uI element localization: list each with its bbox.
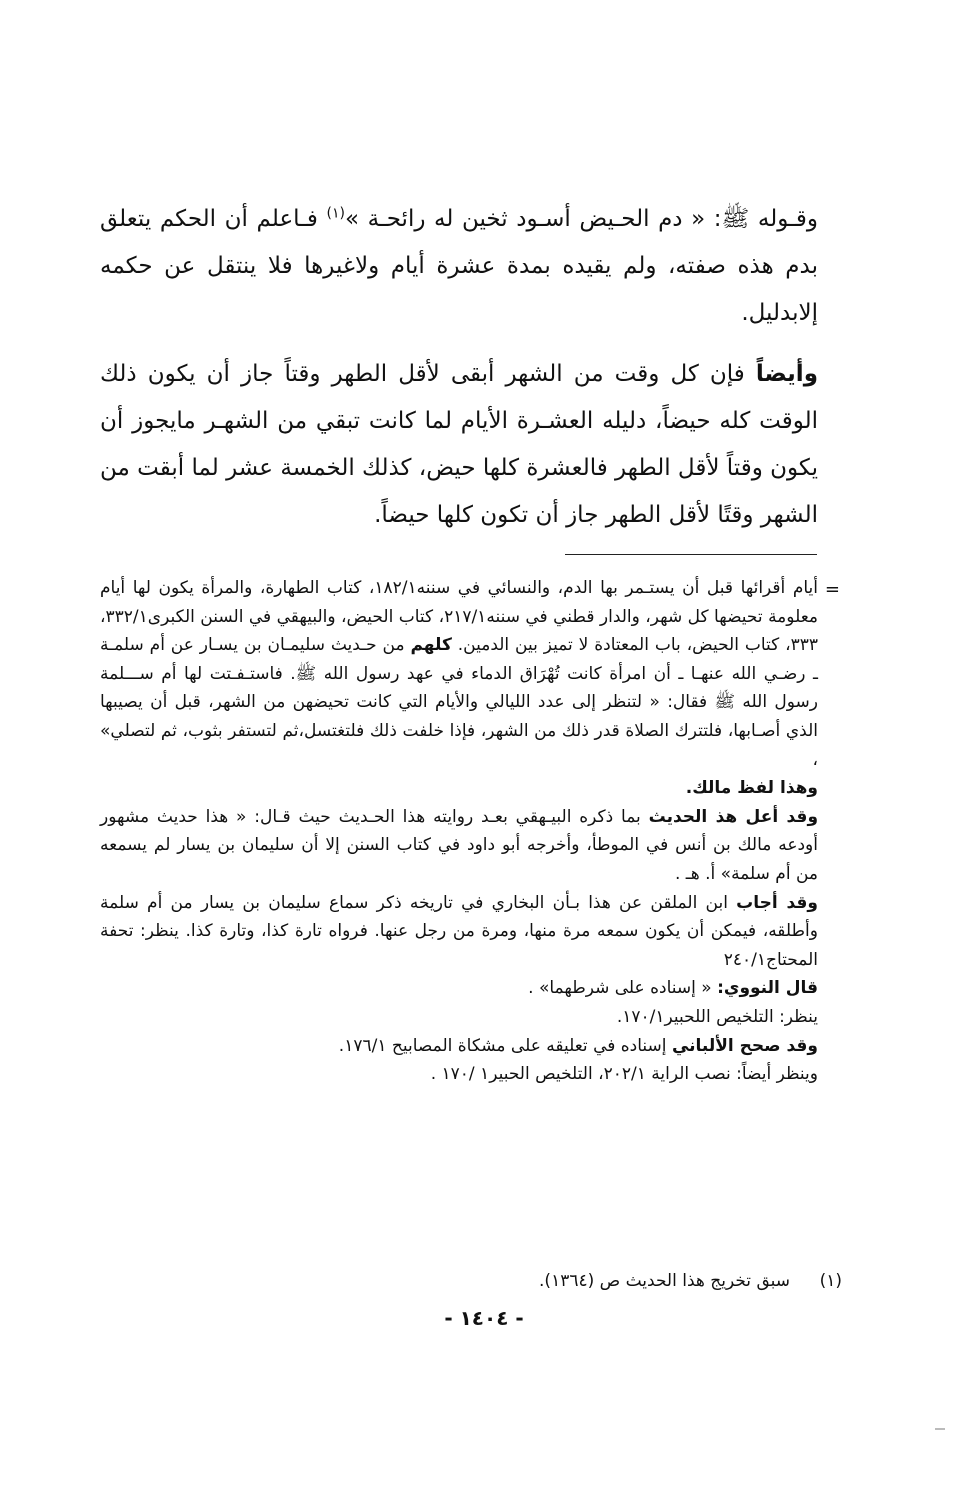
footnote-sources: أيام أقرائها قبل أن يستـمر بها الدم، والنسائي في سننه١٨٢/١، كتاب الطهارة، والمرأة يكون لها أيام معلومة تحيضها كل شهر، والدار قطني في سننه٢١٧/١، كتاب الحيض، والبيهقي في السنن الكبرى٣٣٢/١، ٣٣٣، كتاب الحيض، باب المعتادة لا تميز بين الدمين. (100, 578, 819, 656)
footnote-malik: وهذا لفظ مالك. (685, 778, 818, 799)
paragraph-2-lead: وأيضاً (755, 361, 818, 387)
main-text (100, 196, 818, 553)
footnote-ajab-lead: وقد أجاب (736, 892, 818, 913)
footnote-illa-text: بما ذكره البيـهقي بعـد روايته هذا الحـديث حيث قـال: « هذا حديث مشهور أودعه مالك بن أنس في الموطأ، وأخرجه أبو داود في كتاب السنن إلا أن سليمان بن يسار لم يسمعه من أم سلمة» أ. هـ . (100, 806, 818, 884)
footnote-nawawi (100, 974, 818, 1003)
footnote-ref[interactable]: (١) (326, 205, 345, 222)
footnote-1-number: (١) (819, 1271, 842, 1291)
footnotes (100, 574, 818, 1089)
footnote-albani (100, 1032, 818, 1061)
footnote-1-body: سبق تخريج هذا الحديث ص (١٣٦٤). (539, 1271, 790, 1291)
footnote-1-text (539, 1268, 818, 1294)
footnote-see-also: وينظر أيضاً: نصب الراية ٢٠٢/١، التلخيص الحبير١ /١٧٠ . (430, 1064, 818, 1085)
paragraph-1 (100, 196, 818, 337)
footnote-illa-lead: وقد أعل هذ الحديث (648, 806, 819, 827)
footnote-nawawi-lead: قال النووي: (717, 978, 818, 999)
footnote-divider (565, 554, 817, 555)
footnote-albani-text: إسناده في تعليقه على مشكاة المصابيح ١٧٦/١. (338, 1035, 672, 1056)
footnote-para-1 (100, 574, 818, 774)
footnote-ajab-text: ابن الملقن عن هذا بـأن البخاري في تاريخه ذكر سماع سليمان بن يسار من أم سلمة وأطلقه، فيمكن أن يكون سمعه مرة منها، ومرة من رجل عنها. فرواه تارة كذا، وتارة كذا. ينظر: تحفة المحتاج٢٤٠/١ (100, 892, 818, 970)
footnote-albani-lead: وقد صحح الألباني (671, 1035, 818, 1056)
footnote-nawawi-text: « إسناده على شرطهما» . (528, 978, 718, 999)
footnote-ajab (100, 889, 818, 975)
footnote-illa (100, 803, 818, 889)
footnote-hadith-text: من حـديث سليمـان بن يسـار عن أم سلمـة ـ رضـي الله عنهـا ـ أن امرأة كانت تُهْرَاق الدماء في عهد رسول الله ﷺ. فاستـفـتت لها أم ســـلمة رسول الله ﷺ فقال: « لتنظر إلى عدد الليالي والأيام التي كانت تحيضهن من الشهر، قبل أن يصيبها الذي أصـابها، فلتترك الصلاة قدر ذلك من الشهر، فإذا خلفت ذلك فلتغتسل،ثم لتستفر بثوب، ثم لتصلي» ، (100, 635, 818, 770)
paragraph-2-text: فإن كل وقت من الشهر أبقى لأقل الطهر وقتاً جاز أن يكون ذلك الوقت كله حيضاً، دليله العشـرة الأيام لما كانت تبقي من الشهـر مايجوز أن يكون وقتاً لأقل الطهر فالعشرة كلها حيض، كذلك الخمسة عشر لما أبقت من الشهر وقتًا لأقل الطهر جاز أن تكون كلها حيضاً. (100, 361, 818, 528)
footnote-bold-kulluhum: كلهم (410, 635, 452, 656)
page-number: - ١٤٠٤ - (444, 1306, 524, 1330)
footnote-talkhis: ينظر: التلخيص اللحبير١٧٠/١. (616, 1006, 818, 1027)
paragraph-1-rest: فـاعلم أن الحكم يتعلق بدم هذه صفته، ولم يقيده بمدة عشرة أيام ولاغيرها فلا ينتقل عن حكمه إلابدليل. (100, 206, 818, 326)
continuation-marker: = (824, 579, 840, 600)
hadith-quote: وقـوله ﷺ: « دم الحـيض أسـود ثخين له رائحـة » (344, 206, 818, 232)
paragraph-2 (100, 351, 818, 539)
scan-speck (935, 1428, 945, 1430)
